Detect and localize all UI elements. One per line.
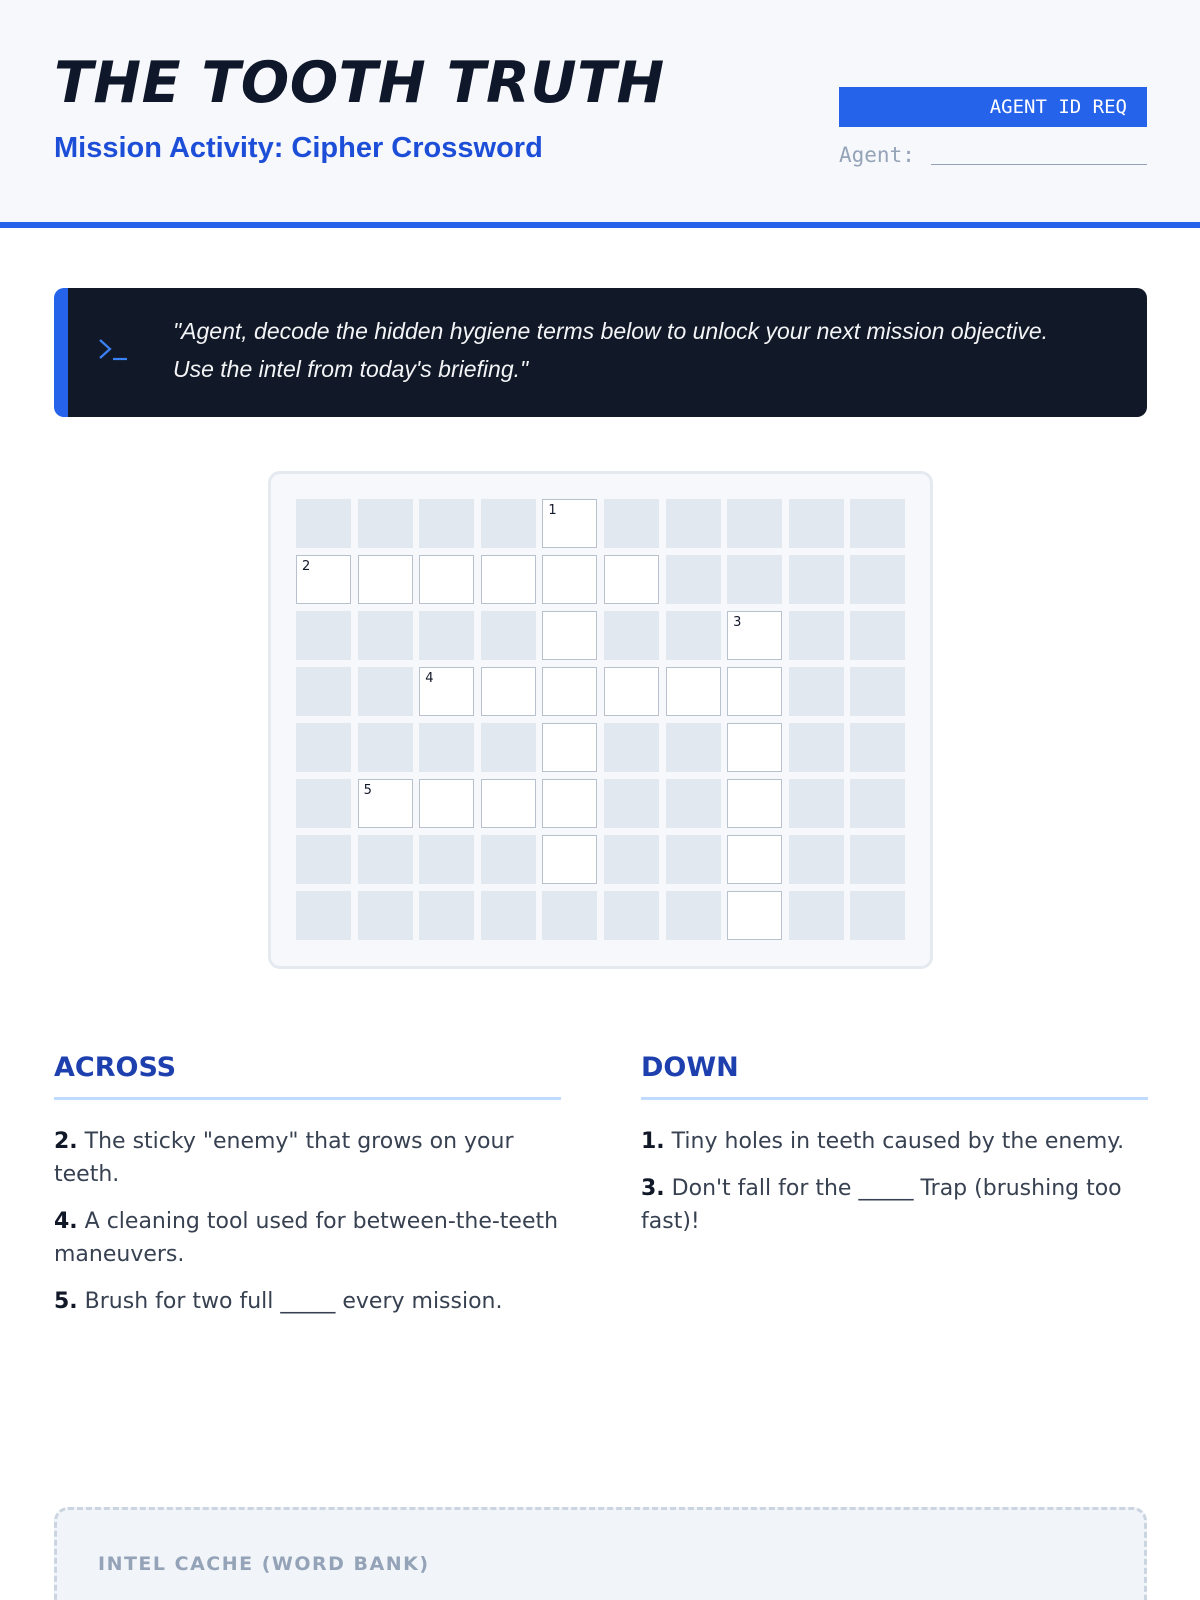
- clue-text: Brush for two full _____ every mission.: [77, 1289, 503, 1314]
- crossword-cell[interactable]: [542, 779, 597, 828]
- crossword-blocked-cell: [789, 667, 844, 716]
- crossword-cell[interactable]: [419, 555, 474, 604]
- crossword-blocked-cell: [481, 723, 536, 772]
- page-subtitle: Mission Activity: Cipher Crossword: [54, 132, 543, 164]
- crossword-cell[interactable]: [727, 891, 782, 940]
- crossword-blocked-cell: [789, 555, 844, 604]
- crossword-cell[interactable]: [296, 555, 351, 604]
- crossword-blocked-cell: [666, 611, 721, 660]
- across-clue: [54, 1125, 561, 1191]
- clue-text: Tiny holes in teeth caused by the enemy.: [664, 1129, 1125, 1154]
- clue-number: 3.: [641, 1176, 665, 1201]
- crossword-blocked-cell: [419, 891, 474, 940]
- crossword-cell[interactable]: [727, 611, 782, 660]
- across-heading: ACROSS: [54, 1052, 177, 1083]
- crossword-blocked-cell: [850, 555, 905, 604]
- crossword-cell[interactable]: [727, 723, 782, 772]
- crossword-blocked-cell: [666, 499, 721, 548]
- crossword-blocked-cell: [358, 891, 413, 940]
- clue-text: The sticky "enemy" that grows on your teeth.: [54, 1129, 514, 1187]
- crossword-blocked-cell: [296, 499, 351, 548]
- crossword-blocked-cell: [727, 499, 782, 548]
- crossword-blocked-cell: [850, 891, 905, 940]
- crossword-cell[interactable]: [419, 667, 474, 716]
- crossword-blocked-cell: [358, 667, 413, 716]
- crossword-frame: [268, 471, 933, 969]
- crossword-blocked-cell: [604, 499, 659, 548]
- crossword-cell[interactable]: [542, 723, 597, 772]
- crossword-blocked-cell: [419, 611, 474, 660]
- crossword-blocked-cell: [296, 779, 351, 828]
- crossword-blocked-cell: [727, 555, 782, 604]
- crossword-blocked-cell: [666, 555, 721, 604]
- crossword-blocked-cell: [604, 891, 659, 940]
- crossword-cell[interactable]: [542, 499, 597, 548]
- crossword-cell[interactable]: [727, 667, 782, 716]
- crossword-cell[interactable]: [481, 779, 536, 828]
- crossword-blocked-cell: [789, 611, 844, 660]
- down-clue: [641, 1125, 1148, 1158]
- crossword-blocked-cell: [358, 723, 413, 772]
- agent-name-line[interactable]: [931, 164, 1147, 165]
- crossword-blocked-cell: [296, 667, 351, 716]
- crossword-blocked-cell: [604, 723, 659, 772]
- mission-briefing: [54, 288, 1147, 417]
- crossword-cell[interactable]: [419, 779, 474, 828]
- crossword-blocked-cell: [358, 499, 413, 548]
- crossword-cell[interactable]: [604, 555, 659, 604]
- clue-text: Don't fall for the _____ Trap (brushing too fast)!: [641, 1176, 1122, 1234]
- across-clue: [54, 1205, 561, 1271]
- crossword-blocked-cell: [789, 835, 844, 884]
- clue-number: 5: [363, 783, 372, 798]
- word-bank-panel: [54, 1507, 1147, 1600]
- agent-name-field[interactable]: [839, 143, 1147, 167]
- clue-text: A cleaning tool used for between-the-teeth maneuvers.: [54, 1209, 559, 1267]
- crossword-cell[interactable]: [727, 835, 782, 884]
- crossword-cell[interactable]: [358, 555, 413, 604]
- down-clue-list: [641, 1125, 1148, 1252]
- crossword-blocked-cell: [850, 499, 905, 548]
- crossword-blocked-cell: [850, 723, 905, 772]
- agent-label: Agent:: [839, 143, 915, 167]
- crossword-blocked-cell: [296, 723, 351, 772]
- crossword-blocked-cell: [358, 611, 413, 660]
- word-bank-title: INTEL CACHE (WORD BANK): [98, 1553, 430, 1575]
- crossword-blocked-cell: [296, 891, 351, 940]
- across-clue-list: [54, 1125, 561, 1332]
- crossword-blocked-cell: [296, 611, 351, 660]
- clue-number: 2: [302, 559, 311, 574]
- page-header: [0, 0, 1200, 228]
- crossword-blocked-cell: [850, 667, 905, 716]
- crossword-blocked-cell: [789, 723, 844, 772]
- crossword-blocked-cell: [481, 499, 536, 548]
- crossword-blocked-cell: [542, 891, 597, 940]
- crossword-blocked-cell: [481, 891, 536, 940]
- crossword-blocked-cell: [666, 835, 721, 884]
- briefing-text: "Agent, decode the hidden hygiene terms below to unlock your next mission objective. Use the intel from today's briefing.": [173, 318, 1049, 382]
- crossword-blocked-cell: [604, 611, 659, 660]
- crossword-cell[interactable]: [727, 779, 782, 828]
- crossword-blocked-cell: [666, 779, 721, 828]
- crossword-grid: [296, 499, 905, 940]
- crossword-blocked-cell: [850, 779, 905, 828]
- crossword-blocked-cell: [419, 499, 474, 548]
- crossword-blocked-cell: [604, 779, 659, 828]
- clue-number: 4: [425, 671, 434, 686]
- crossword-blocked-cell: [666, 723, 721, 772]
- down-clue: [641, 1172, 1148, 1238]
- crossword-cell[interactable]: [542, 611, 597, 660]
- crossword-blocked-cell: [666, 891, 721, 940]
- across-clue: [54, 1285, 561, 1318]
- crossword-cell[interactable]: [481, 555, 536, 604]
- crossword-blocked-cell: [850, 835, 905, 884]
- clue-number: 4.: [54, 1209, 78, 1234]
- crossword-blocked-cell: [789, 499, 844, 548]
- crossword-cell[interactable]: [666, 667, 721, 716]
- crossword-blocked-cell: [604, 835, 659, 884]
- crossword-cell[interactable]: [481, 667, 536, 716]
- clue-number: 1: [548, 503, 557, 518]
- crossword-blocked-cell: [296, 835, 351, 884]
- crossword-blocked-cell: [481, 611, 536, 660]
- crossword-blocked-cell: [358, 835, 413, 884]
- agent-id-badge: AGENT ID REQ: [839, 87, 1147, 127]
- crossword-cell[interactable]: [358, 779, 413, 828]
- crossword-cell[interactable]: [604, 667, 659, 716]
- crossword-cell[interactable]: [542, 555, 597, 604]
- clue-number: 1.: [641, 1129, 665, 1154]
- clue-number: 5.: [54, 1289, 78, 1314]
- crossword-blocked-cell: [850, 611, 905, 660]
- crossword-cell[interactable]: [542, 667, 597, 716]
- crossword-blocked-cell: [789, 891, 844, 940]
- crossword-blocked-cell: [419, 723, 474, 772]
- clue-number: 2.: [54, 1129, 78, 1154]
- crossword-blocked-cell: [481, 835, 536, 884]
- page-title: THE TOOTH TRUTH: [54, 50, 665, 116]
- across-divider: [54, 1097, 561, 1100]
- clue-number: 3: [733, 615, 742, 630]
- terminal-prompt-icon: [96, 332, 130, 366]
- down-divider: [641, 1097, 1148, 1100]
- down-heading: DOWN: [641, 1052, 739, 1083]
- crossword-cell[interactable]: [542, 835, 597, 884]
- crossword-blocked-cell: [789, 779, 844, 828]
- crossword-blocked-cell: [419, 835, 474, 884]
